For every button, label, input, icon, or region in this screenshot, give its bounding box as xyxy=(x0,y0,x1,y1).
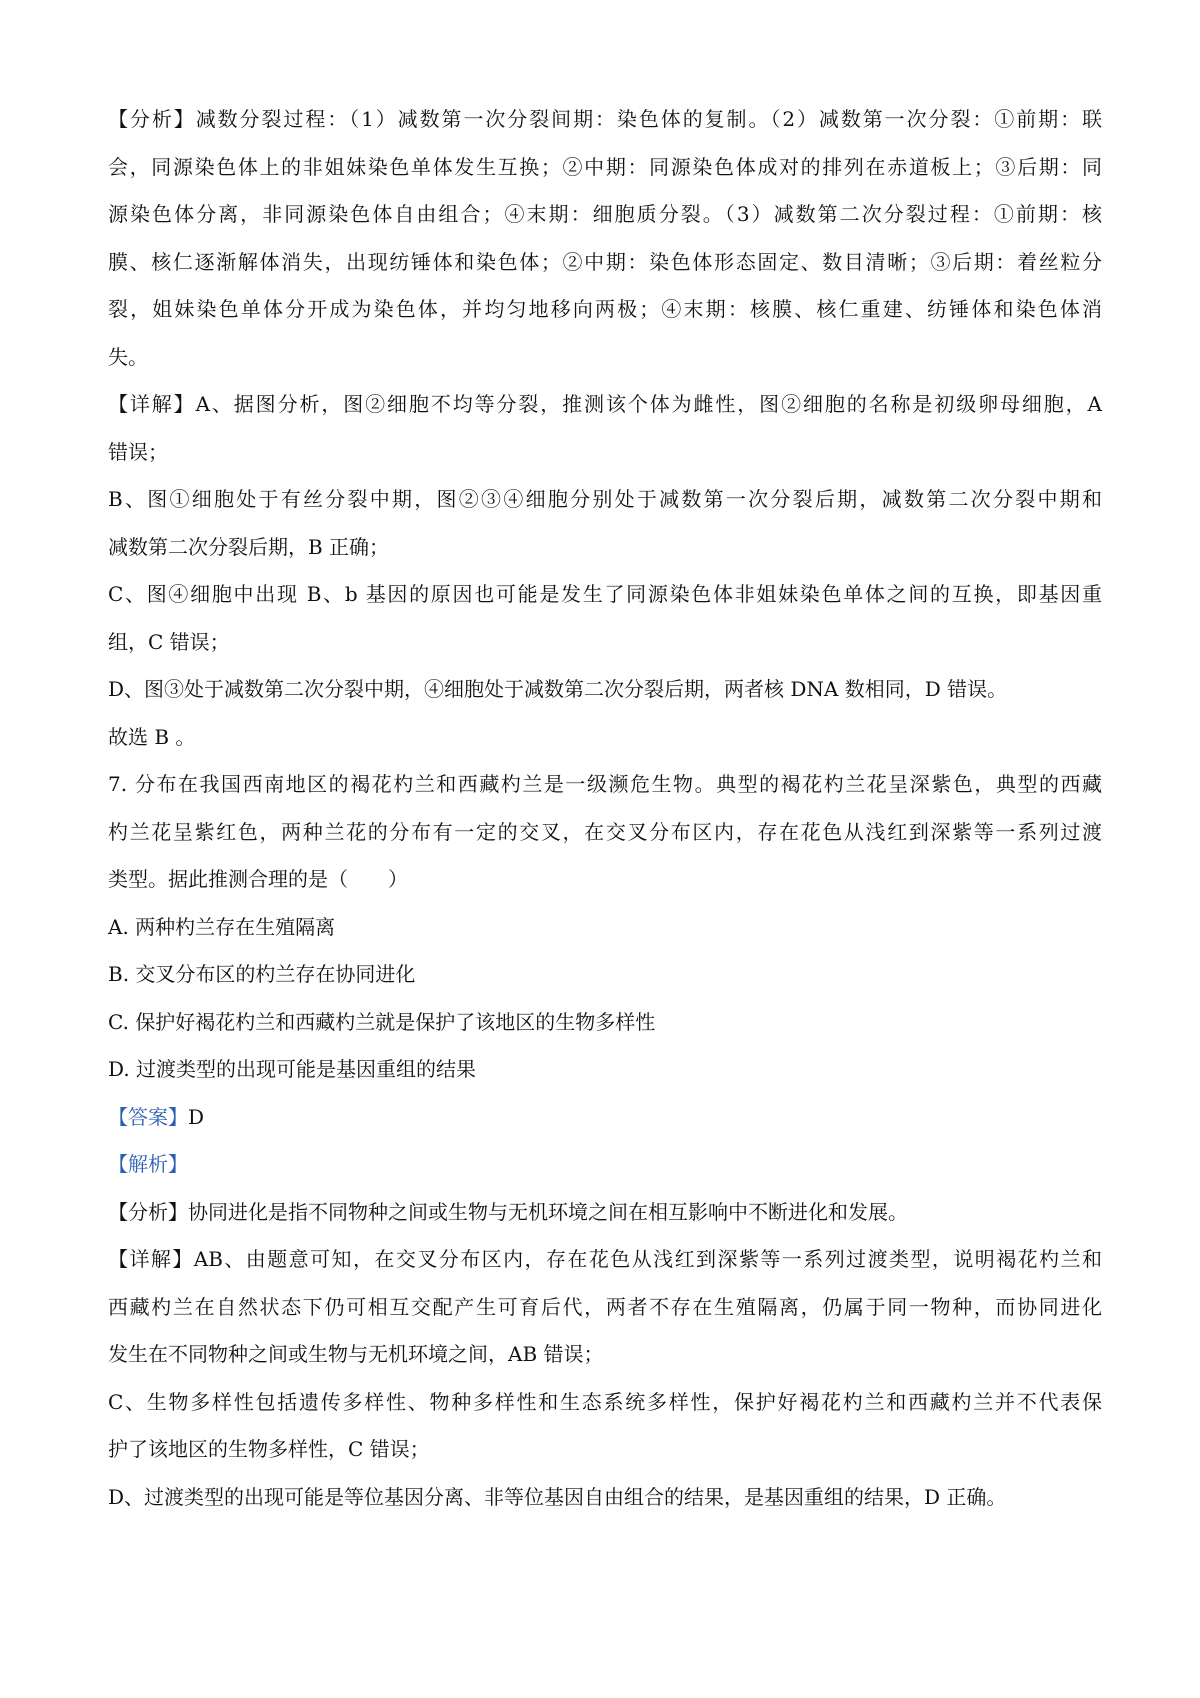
q7-jiexi-label: 【解析】 xyxy=(108,1152,188,1176)
q6-detail-line-1: 【详解】A、据图分析，图②细胞不均等分裂，推测该个体为雌性，图②细胞的名称是初级卵母细胞，A xyxy=(108,392,1102,416)
answer-value: D xyxy=(188,1104,205,1129)
q7-option-c-line-1: C、生物多样性包括遗传多样性、物种多样性和生态系统多样性，保护好褐花杓兰和西藏杓兰并不代表保 xyxy=(108,1389,1102,1414)
q6-analysis-line-5: 裂，姐妹染色单体分开成为染色体，并均匀地移向两极；④末期：核膜、核仁重建、纺锤体和染色体消 xyxy=(108,297,1102,321)
q7-detail-line-1: 【详解】AB、由题意可知，在交叉分布区内，存在花色从浅红到深紫等一系列过渡类型，说明褐花杓兰和 xyxy=(108,1247,1102,1271)
q6-option-c-line-2: 组，C 错误； xyxy=(108,629,230,654)
q7-detail-line-2: 西藏杓兰在自然状态下仍可相互交配产生可育后代，两者不存在生殖隔离，仍属于同一物种，而协同进化 xyxy=(108,1294,1102,1319)
q6-analysis-line-3: 源染色体分离，非同源染色体自由组合；④末期：细胞质分裂。（3）减数第二次分裂过程：①前期：核 xyxy=(108,202,1102,226)
q6-analysis-line-4: 膜、核仁逐渐解体消失，出现纺锤体和染色体；②中期：染色体形态固定、数目清晰；③后期：着丝粒分 xyxy=(108,249,1102,274)
q7-option-b: B. 交叉分布区的杓兰存在协同进化 xyxy=(108,962,416,986)
q6-detail-line-2: 错误； xyxy=(108,439,168,464)
q6-analysis-line-2: 会，同源染色体上的非姐妹染色单体发生互换；②中期：同源染色体成对的排列在赤道板上；③后期：同 xyxy=(108,154,1102,179)
q6-option-b-line-1: B、图①细胞处于有丝分裂中期，图②③④细胞分别处于减数第一次分裂后期，减数第二次分裂中期和 xyxy=(108,487,1102,511)
q7-option-c-line-2: 护了该地区的生物多样性，C 错误； xyxy=(108,1437,430,1461)
q6-analysis-line-6: 失。 xyxy=(108,344,148,369)
q7-stem-line-1: 7. 分布在我国西南地区的褐花杓兰和西藏杓兰是一级濒危生物。典型的褐花杓兰花呈深紫色，典型的西藏 xyxy=(108,772,1102,796)
q6-analysis-line-1: 【分析】减数分裂过程：（1）减数第一次分裂间期：染色体的复制。（2）减数第一次分裂：①前期：联 xyxy=(108,107,1102,131)
q7-stem-line-2: 杓兰花呈紫红色，两种兰花的分布有一定的交叉，在交叉分布区内，存在花色从浅红到深紫等一系列过渡 xyxy=(108,819,1102,844)
q7-option-a: A. 两种杓兰存在生殖隔离 xyxy=(108,914,336,939)
q6-option-b-line-2: 减数第二次分裂后期，B 正确； xyxy=(108,534,390,559)
q7-option-d-line: D、过渡类型的出现可能是等位基因分离、非等位基因自由组合的结果，是基因重组的结果，D 正确。 xyxy=(108,1484,1007,1509)
q6-option-d-line: D、图③处于减数第二次分裂中期，④细胞处于减数第二次分裂后期，两者核 DNA 数相同，D 错误。 xyxy=(108,677,1008,701)
q7-detail-line-3: 发生在不同物种之间或生物与无机环境之间，AB 错误； xyxy=(108,1342,604,1366)
q6-option-c-line-1: C、图④细胞中出现 B、b 基因的原因也可能是发生了同源染色体非姐妹染色单体之间的互换，即基因重 xyxy=(108,582,1102,606)
q7-stem-line-3: 类型。据此推测合理的是（ ） xyxy=(108,867,408,891)
answer-label: 【答案】 xyxy=(108,1104,188,1129)
q7-answer xyxy=(108,1094,1102,1142)
q7-option-d: D. 过渡类型的出现可能是基因重组的结果 xyxy=(108,1057,477,1081)
q7-option-c: C. 保护好褐花杓兰和西藏杓兰就是保护了该地区的生物多样性 xyxy=(108,1009,656,1034)
document-page xyxy=(108,96,1102,1521)
q6-conclusion: 故选 B 。 xyxy=(108,724,196,749)
q7-analysis-line: 【分析】协同进化是指不同物种之间或生物与无机环境之间在相互影响中不断进化和发展。 xyxy=(108,1199,908,1224)
